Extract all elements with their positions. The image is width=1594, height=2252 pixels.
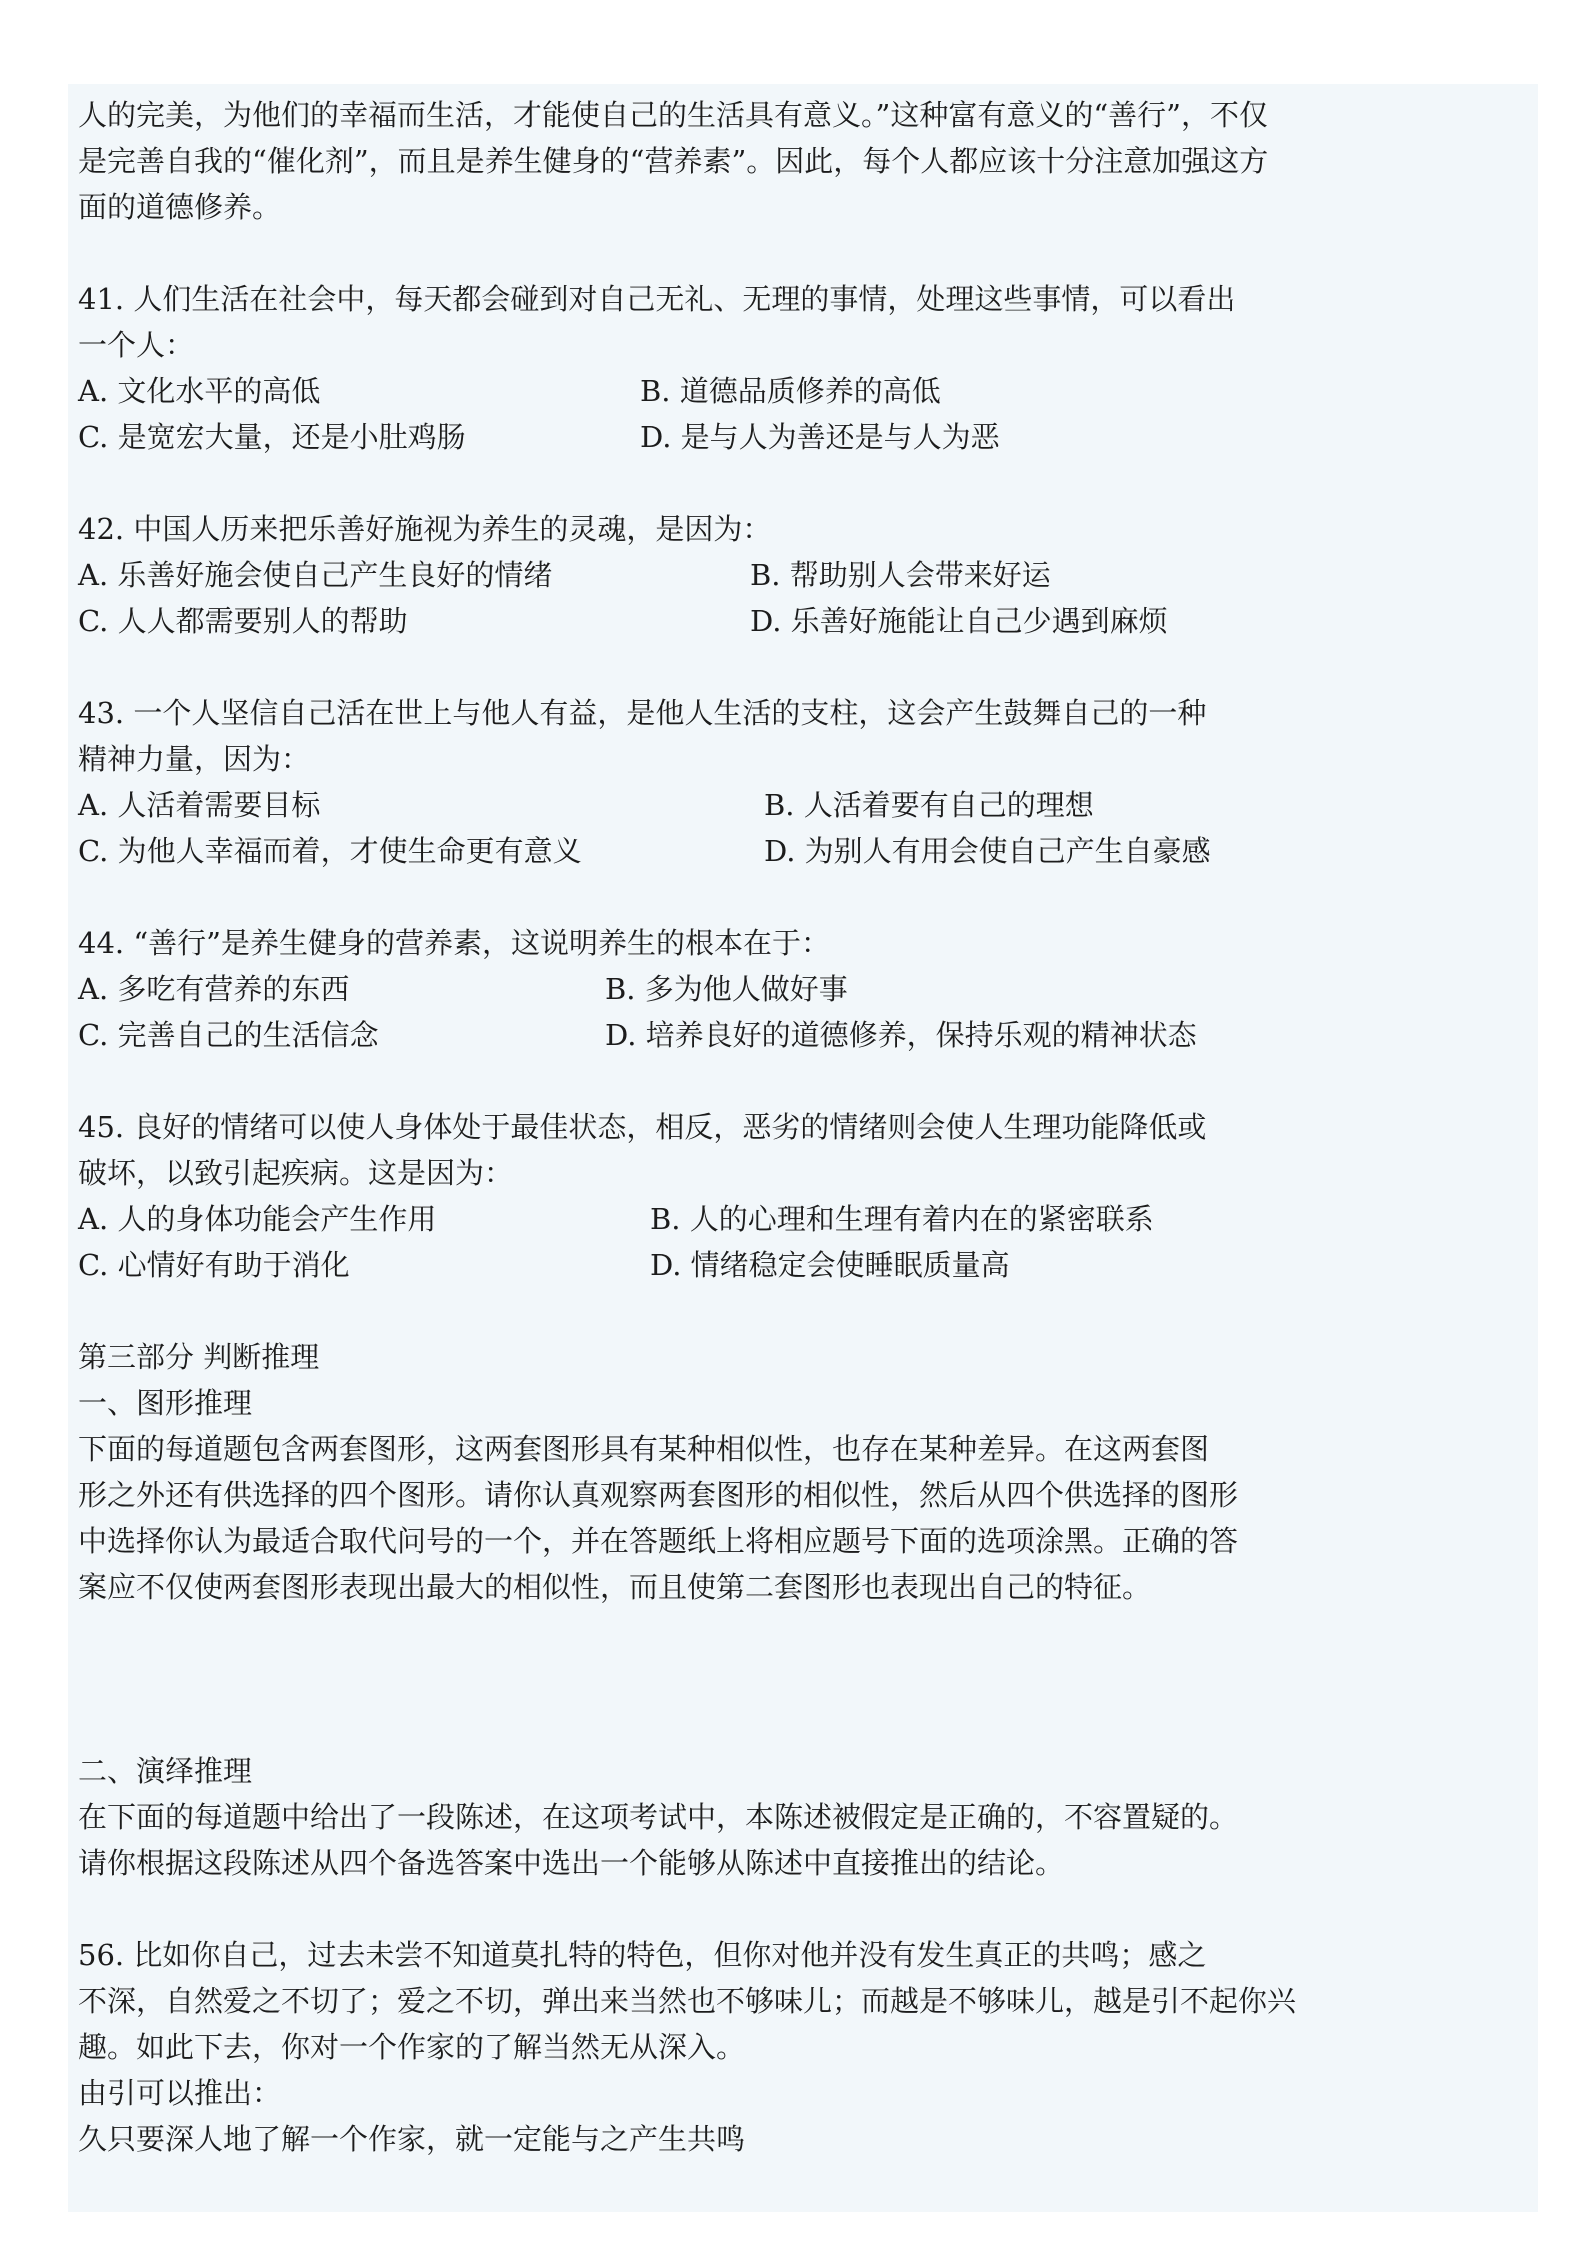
- spacer: [78, 460, 1518, 506]
- option-a: A. 人的身体功能会产生作用: [78, 1202, 437, 1236]
- question-stem: 42. 中国人历来把乐善好施视为养生的灵魂，是因为：: [78, 512, 772, 546]
- question-stem: 破坏，以致引起疾病。这是因为：: [78, 1156, 514, 1190]
- spacer: [78, 1610, 1518, 1748]
- section-instruction: 下面的每道题包含两套图形，这两套图形具有某种相似性，也存在某种差异。在这两套图: [78, 1432, 1210, 1466]
- section-title: 二、演绎推理: [78, 1754, 253, 1788]
- question-stem: 45. 良好的情绪可以使人身体处于最佳状态，相反，恶劣的情绪则会使人生理功能降低或: [78, 1110, 1207, 1144]
- option-row: [78, 552, 1518, 598]
- question-prompt: 由引可以推出：: [78, 2076, 282, 2110]
- option-a: A. 人活着需要目标: [78, 788, 321, 822]
- document-body: [78, 92, 1518, 2162]
- question-stem: 41. 人们生活在社会中，每天都会碰到对自己无礼、无理的事情，处理这些事情，可以看出: [78, 282, 1236, 316]
- question-stem: 56. 比如你自己，过去未尝不知道莫扎特的特色，但你对他并没有发生真正的共鸣；感之: [78, 1938, 1207, 1972]
- option-b: B. 道德品质修养的高低: [640, 374, 941, 408]
- question-42: [78, 506, 1518, 644]
- question-stem: 43. 一个人坚信自己活在世上与他人有益，是他人生活的支柱，这会产生鼓舞自己的一种: [78, 696, 1207, 730]
- spacer: [78, 1886, 1518, 1932]
- option-c: C. 完善自己的生活信念: [78, 1018, 379, 1052]
- intro-line: 是完善自我的“催化剂”，而且是养生健身的“营养素”。因此，每个人都应该十分注意加强这方: [78, 144, 1269, 178]
- option-row: [78, 368, 1518, 414]
- section-instruction: 中选择你认为最适合取代问号的一个，并在答题纸上将相应题号下面的选项涂黑。正确的答: [78, 1524, 1239, 1558]
- question-56: [78, 1932, 1518, 2162]
- spacer: [78, 1058, 1518, 1104]
- spacer: [78, 874, 1518, 920]
- option-row: [78, 598, 1518, 644]
- question-stem: 44. “善行”是养生健身的营养素，这说明养生的根本在于：: [78, 926, 830, 960]
- option-row: [78, 828, 1518, 874]
- question-44: [78, 920, 1518, 1058]
- option-c: C. 心情好有助于消化: [78, 1248, 350, 1282]
- question-stem: 趣。如此下去，你对一个作家的了解当然无从深入。: [78, 2030, 746, 2064]
- intro-line: 人的完美，为他们的幸福而生活，才能使自己的生活具有意义。”这种富有意义的“善行”，不仅: [78, 98, 1268, 132]
- option-b: B. 多为他人做好事: [605, 972, 848, 1006]
- option-d: D. 乐善好施能让自己少遇到麻烦: [750, 604, 1168, 638]
- question-stem: 精神力量，因为：: [78, 742, 311, 776]
- option-b: B. 帮助别人会带来好运: [750, 558, 1051, 592]
- intro-line: 面的道德修养。: [78, 190, 282, 224]
- option-d: D. 情绪稳定会使睡眠质量高: [650, 1248, 1010, 1282]
- option-row: [78, 414, 1518, 460]
- section-instruction: 请你根据这段陈述从四个备选答案中选出一个能够从陈述中直接推出的结论。: [78, 1846, 1065, 1880]
- part-title: 第三部分 判断推理: [78, 1340, 320, 1374]
- option-row: [78, 1012, 1518, 1058]
- answer-line: 久只要深人地了解一个作家，就一定能与之产生共鸣: [78, 2122, 746, 2156]
- spacer: [78, 644, 1518, 690]
- section-instruction: 案应不仅使两套图形表现出最大的相似性，而且使第二套图形也表现出自己的特征。: [78, 1570, 1152, 1604]
- option-c: C. 人人都需要别人的帮助: [78, 604, 408, 638]
- option-c: C. 是宽宏大量，还是小肚鸡肠: [78, 420, 466, 454]
- option-c: C. 为他人幸福而着，才使生命更有意义: [78, 834, 582, 868]
- part-3: [78, 1334, 1518, 1886]
- question-stem: 不深，自然爱之不切了；爱之不切，弹出来当然也不够味儿；而越是不够味儿，越是引不起你兴: [78, 1984, 1297, 2018]
- option-d: D. 是与人为善还是与人为恶: [640, 420, 1000, 454]
- option-b: B. 人活着要有自己的理想: [764, 788, 1094, 822]
- option-row: [78, 966, 1518, 1012]
- spacer: [78, 230, 1518, 276]
- option-row: [78, 782, 1518, 828]
- spacer: [78, 1288, 1518, 1334]
- option-a: A. 多吃有营养的东西: [78, 972, 350, 1006]
- question-41: [78, 276, 1518, 460]
- question-45: [78, 1104, 1518, 1288]
- option-d: D. 为别人有用会使自己产生自豪感: [764, 834, 1211, 868]
- section-title: 一、图形推理: [78, 1386, 253, 1420]
- intro-paragraph: [78, 92, 1518, 230]
- question-stem: 一个人：: [78, 328, 195, 362]
- section-instruction: 形之外还有供选择的四个图形。请你认真观察两套图形的相似性，然后从四个供选择的图形: [78, 1478, 1239, 1512]
- option-row: [78, 1242, 1518, 1288]
- section-instruction: 在下面的每道题中给出了一段陈述，在这项考试中，本陈述被假定是正确的，不容置疑的。: [78, 1800, 1239, 1834]
- option-d: D. 培养良好的道德修养，保持乐观的精神状态: [605, 1018, 1197, 1052]
- option-a: A. 文化水平的高低: [78, 374, 321, 408]
- option-a: A. 乐善好施会使自己产生良好的情绪: [78, 558, 553, 592]
- question-43: [78, 690, 1518, 874]
- option-row: [78, 1196, 1518, 1242]
- option-b: B. 人的心理和生理有着内在的紧密联系: [650, 1202, 1154, 1236]
